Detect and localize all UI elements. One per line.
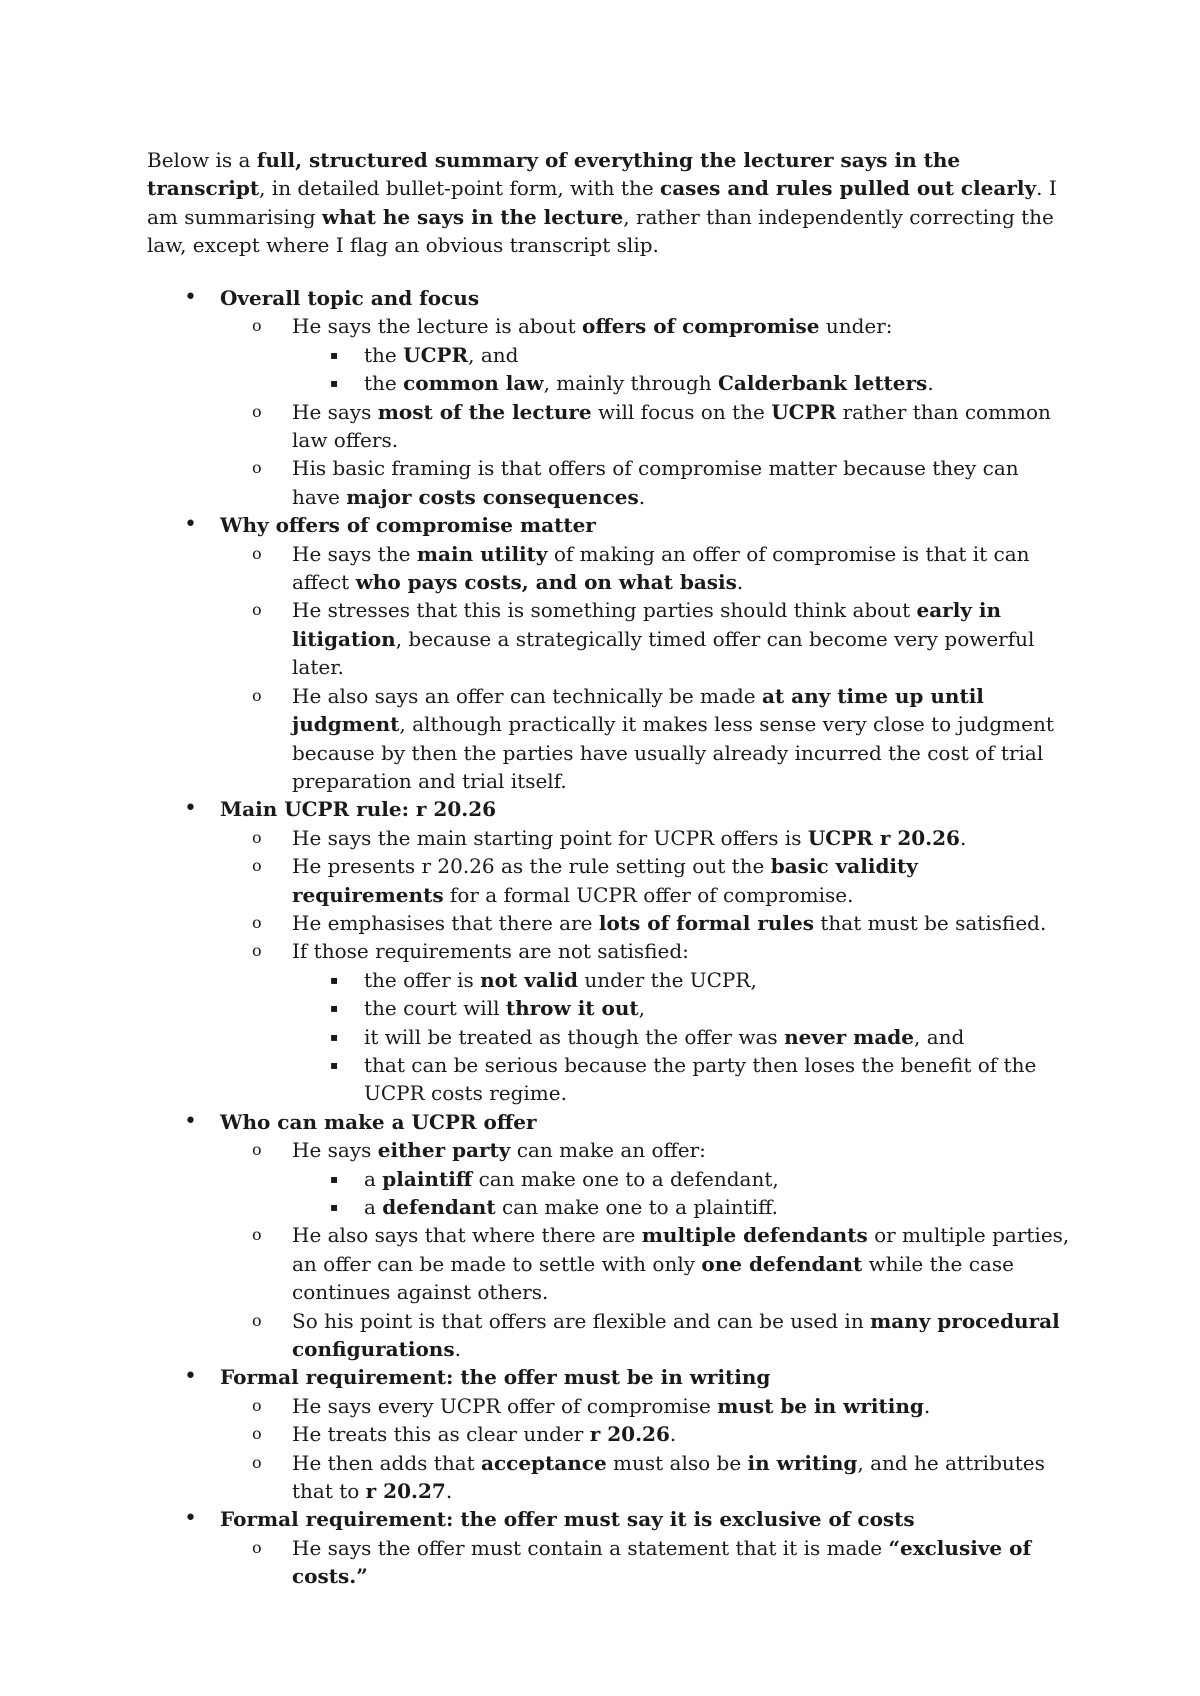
circle-marker: o [252, 685, 262, 705]
text-run: for a formal UCPR offer of compromise. [443, 882, 854, 907]
intro-paragraph [147, 146, 1067, 260]
item-text [220, 1507, 915, 1531]
text-run: He treats this as clear under [292, 1422, 590, 1447]
bold-text: Formal requirement: the offer must be in writing [220, 1365, 771, 1390]
list-heading-item [0, 511, 1070, 539]
item-text [292, 684, 1054, 793]
text-run: . I am summarising [147, 176, 1057, 229]
circle-marker: o [252, 1452, 262, 1472]
text-run: , and he attributes that to [292, 1450, 1045, 1504]
text-run: . [454, 1337, 461, 1362]
text-run: can make one to a plaintiff. [495, 1195, 779, 1219]
sub-list-item [0, 369, 1070, 397]
text-run: His basic framing is that offers of compromise matter because they can have [292, 456, 1019, 509]
list-item [0, 1136, 1070, 1164]
summary-bullet-list [0, 284, 1200, 1591]
list-item [0, 540, 1070, 597]
bold-text: plaintiff [382, 1166, 473, 1191]
text-run: . [736, 570, 744, 595]
circle-marker: o [252, 401, 262, 421]
bold-text: UCPR r 20.26 [807, 825, 960, 850]
text-run: He then adds that [292, 1450, 482, 1475]
bold-text: Calderbank letters [717, 371, 928, 396]
item-text [292, 911, 1046, 935]
item-text [220, 797, 496, 821]
bold-text: major costs consequences [346, 484, 639, 509]
bold-text: Why offers of compromise matter [220, 513, 596, 538]
circle-marker: o [252, 1140, 262, 1160]
bold-text: one defendant [701, 1251, 863, 1276]
list-item [0, 682, 1070, 796]
bold-text: main utility [416, 541, 548, 566]
circle-marker: o [252, 600, 262, 620]
bold-text: throw it out [505, 996, 639, 1021]
item-text [220, 513, 596, 537]
list-item [0, 312, 1070, 340]
item-text [292, 1451, 1045, 1503]
bold-text: early in litigation [292, 598, 1002, 651]
text-run: can make one to a defendant, [472, 1166, 779, 1191]
item-text [292, 826, 966, 850]
text-run: will focus on the [591, 399, 772, 424]
bold-text: full, structured summary of everything the lecturer says in the transcript [147, 148, 961, 201]
item-text [292, 456, 1019, 508]
list-item [0, 824, 1070, 852]
text-run: , mainly through [543, 371, 718, 396]
text-run: He also says an offer can technically be made [292, 683, 762, 708]
text-run: the [364, 371, 404, 396]
item-text [364, 371, 934, 395]
list-item [0, 1534, 1070, 1591]
bold-text: UCPR [771, 399, 837, 424]
square-marker: ▪ [330, 1001, 339, 1016]
list-heading-item [0, 284, 1070, 312]
item-text [292, 314, 893, 338]
text-run: He emphasises that there are [292, 910, 599, 935]
circle-marker: o [252, 1310, 262, 1330]
text-run: , rather than independently correcting the law, except where I flag an obvious transcript slip. [147, 204, 1054, 258]
text-run: the offer is [364, 967, 481, 992]
bold-text: must be in writing [717, 1393, 924, 1418]
text-run: He says [292, 399, 378, 424]
text-run: it will be treated as though the offer was [364, 1024, 785, 1049]
text-run: Below is a [147, 148, 257, 172]
text-run: must also be [606, 1450, 748, 1475]
bold-text: Overall topic and focus [220, 286, 480, 310]
text-run: while the case continues against others. [292, 1251, 1014, 1305]
item-text [220, 1110, 537, 1134]
bold-text: in writing [747, 1450, 858, 1475]
list-item [0, 1392, 1070, 1420]
bold-text: not valid [480, 967, 578, 992]
bold-text: most of the lecture [377, 399, 592, 424]
text-run: If those requirements are not satisfied: [292, 939, 689, 964]
text-run: He stresses that this is something parties should think about [292, 598, 917, 623]
item-text [364, 1195, 778, 1219]
bold-text: Who can make a UCPR offer [220, 1109, 537, 1134]
sub-list-item [0, 1193, 1070, 1221]
item-text [292, 1223, 1069, 1304]
bold-text: multiple defendants [641, 1223, 868, 1248]
text-run: of making an offer of compromise is that it can affect [292, 541, 1030, 595]
list-item [0, 1221, 1070, 1306]
item-text [364, 343, 518, 367]
sub-list-item [0, 994, 1070, 1022]
circle-marker: o [252, 827, 262, 847]
list-item [0, 937, 1070, 965]
text-run: , although practically it makes less sense very close to judgment because by then the parties have usually already incurred the cost of trial preparation and trial itself. [292, 712, 1054, 793]
circle-marker: o [252, 941, 262, 961]
text-run: under the UCPR, [577, 967, 757, 992]
text-run: , [638, 996, 645, 1021]
item-text [220, 286, 479, 310]
item-text [364, 1167, 779, 1191]
square-marker: ▪ [330, 1200, 339, 1214]
text-run: under: [819, 314, 893, 339]
bold-text: defendant [382, 1195, 496, 1219]
sub-list-item [0, 1023, 1070, 1051]
text-run: . [923, 1393, 931, 1418]
list-item [0, 1449, 1070, 1506]
item-text [292, 939, 689, 963]
bold-text: Formal requirement: the offer must say it is exclusive of costs [220, 1507, 915, 1532]
text-run: He says [292, 1138, 378, 1163]
bold-text: Main UCPR rule: r 20.26 [220, 797, 497, 822]
list-item [0, 398, 1070, 455]
list-item [0, 909, 1070, 937]
item-text [292, 598, 1034, 679]
item-text [292, 1138, 706, 1162]
text-run: that must be satisfied. [814, 910, 1047, 935]
bold-text: many procedural configurations [292, 1308, 1060, 1362]
sub-list-item [0, 966, 1070, 994]
item-text [292, 1309, 1060, 1361]
circle-marker: o [252, 912, 262, 932]
bold-text: r 20.26 [589, 1422, 670, 1447]
item-text [364, 996, 645, 1020]
list-heading-item [0, 795, 1070, 823]
sub-list-item [0, 341, 1070, 369]
text-run: rather than common law offers. [292, 399, 1051, 453]
bold-text: common law [403, 371, 544, 396]
bold-text: basic validity requirements [292, 854, 918, 907]
circle-marker: o [252, 1424, 262, 1444]
text-run: , and [468, 342, 519, 367]
text-run: a [364, 1166, 383, 1191]
item-text [364, 968, 757, 992]
text-run: the [364, 342, 404, 367]
text-run: He says the offer must contain a statement that it is made [292, 1535, 889, 1560]
square-marker: ▪ [330, 1029, 339, 1044]
bold-text: who pays costs, and on what basis [355, 570, 737, 595]
text-run: He presents r 20.26 as the rule setting out the [292, 854, 771, 879]
circle-marker: o [252, 1225, 262, 1245]
circle-marker: o [252, 1537, 262, 1557]
text-run: He says every UCPR offer of compromise [292, 1393, 718, 1418]
text-run: He also says that where there are [292, 1223, 642, 1248]
bold-text: at any time up until judgment [292, 683, 984, 737]
text-run: So his point is that offers are flexible and can be used in [292, 1308, 871, 1333]
bold-text: UCPR [403, 342, 469, 367]
text-run: . [927, 371, 934, 396]
bold-text: what he says in the lecture [321, 204, 624, 229]
item-text [364, 1025, 964, 1049]
list-item [0, 596, 1070, 681]
list-heading-item [0, 1363, 1070, 1391]
bullet-marker: • [184, 285, 197, 310]
text-run: , in detailed bullet-point form, with the [259, 176, 661, 201]
item-text [364, 1053, 1036, 1105]
list-item [0, 852, 1070, 909]
bullet-marker: • [184, 1506, 197, 1532]
bullet-marker: • [184, 796, 197, 822]
item-text [292, 1394, 930, 1418]
circle-marker: o [252, 1395, 262, 1415]
text-run: , and [914, 1024, 965, 1049]
circle-marker: o [252, 543, 262, 563]
bold-text: “exclusive of costs.” [292, 1535, 1032, 1589]
square-marker: ▪ [330, 376, 339, 391]
bold-text: acceptance [481, 1450, 607, 1475]
text-run: a [364, 1195, 383, 1219]
text-run: can make an offer: [510, 1138, 706, 1163]
circle-marker: o [252, 316, 262, 336]
square-marker: ▪ [330, 1057, 339, 1072]
text-run: . [445, 1479, 453, 1504]
sub-list-item [0, 1051, 1070, 1108]
text-run: He says the main starting point for UCPR offers is [292, 825, 808, 850]
text-run: . [959, 825, 967, 850]
bold-text: never made [784, 1024, 915, 1049]
item-text [292, 542, 1030, 594]
square-marker: ▪ [330, 347, 339, 362]
item-text [220, 1365, 770, 1389]
text-run: or multiple parties, an offer can be made to settle with only [292, 1223, 1070, 1276]
text-run: that can be serious because the party then loses the benefit of the UCPR costs regime. [364, 1052, 1037, 1106]
bold-text: lots of formal rules [598, 910, 814, 935]
square-marker: ▪ [330, 1171, 339, 1186]
item-text [292, 400, 1051, 452]
bold-text: r 20.27 [365, 1479, 446, 1504]
text-run: He says the [292, 541, 417, 566]
bullet-marker: • [184, 512, 197, 538]
text-run: He says the lecture is about [292, 314, 583, 339]
item-text [292, 854, 918, 906]
bold-text: either party [377, 1138, 511, 1163]
sub-list-item [0, 1165, 1070, 1193]
list-item [0, 454, 1070, 511]
text-run: , because a strategically timed offer can become very powerful later. [292, 626, 1035, 680]
bullet-marker: • [184, 1108, 197, 1134]
list-heading-item [0, 1505, 1070, 1533]
square-marker: ▪ [330, 972, 339, 987]
item-text [292, 1536, 1031, 1588]
bold-text: cases and rules pulled out clearly [660, 176, 1037, 201]
text-run: the court will [364, 996, 506, 1021]
bullet-marker: • [184, 1364, 197, 1390]
bold-text: offers of compromise [582, 314, 820, 339]
text-run: . [638, 484, 646, 509]
circle-marker: o [252, 458, 262, 478]
list-heading-item [0, 1108, 1070, 1136]
item-text [292, 1422, 676, 1446]
list-item [0, 1307, 1070, 1364]
circle-marker: o [252, 856, 262, 876]
list-item [0, 1420, 1070, 1448]
text-run: . [669, 1422, 677, 1447]
